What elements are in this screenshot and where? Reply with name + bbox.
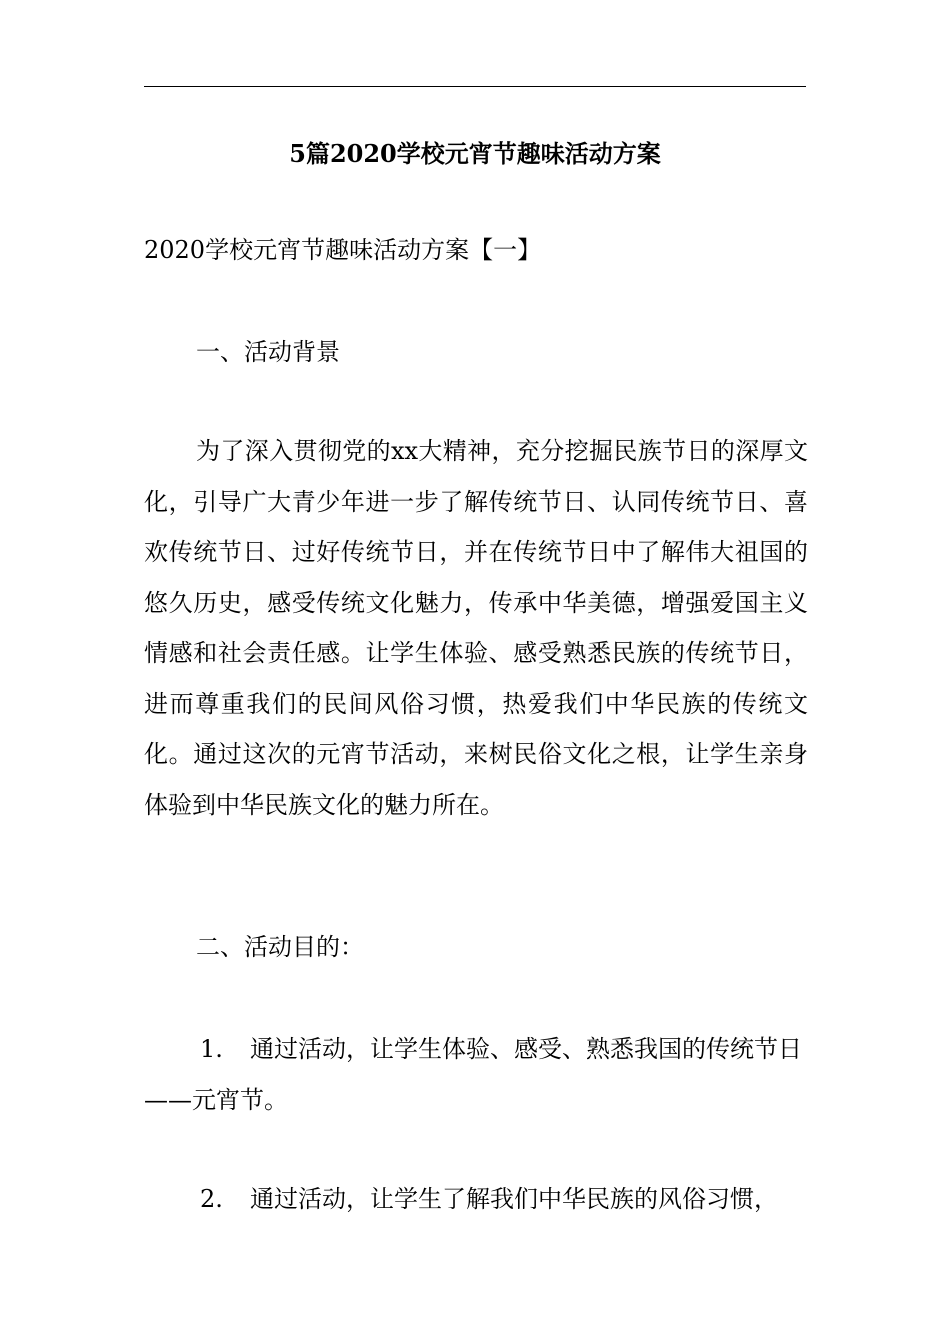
list-number: 2. xyxy=(200,1185,223,1213)
header-rule xyxy=(144,86,806,87)
list-number: 1. xyxy=(200,1035,223,1063)
purpose-item-2 xyxy=(144,1174,808,1225)
section-heading-background: 一、活动背景 xyxy=(196,338,340,366)
list-text: 通过活动，让学生了解我们中华民族的风俗习惯， xyxy=(250,1185,778,1213)
background-paragraph: 为了深入贯彻党的xx大精神，充分挖掘民族节日的深厚文化，引导广大青少年进一步了解传统节日、认同传统节日、喜欢传统节日、过好传统节日，并在传统节日中了解伟大祖国的悠久历史，感受传统文化魅力，传承中华美德，增强爱国主义情感和社会责任感。让学生体验、感受熟悉民族的传统节日，进而尊重我们的民间风俗习惯，热爱我们中华民族的传统文化。通过这次的元宵节活动，来树民俗文化之根，让学生亲身体验到中华民族文化的魅力所在。 xyxy=(144,437,808,819)
section-subtitle: 2020学校元宵节趣味活动方案【一】 xyxy=(144,236,542,264)
list-text: 通过活动，让学生体验、感受、熟悉我国的传统节日——元宵节。 xyxy=(144,1035,802,1114)
document-title: 5篇2020学校元宵节趣味活动方案 xyxy=(289,139,661,168)
purpose-item-1 xyxy=(144,1024,808,1125)
section-heading-purpose: 二、活动目的： xyxy=(196,933,364,961)
